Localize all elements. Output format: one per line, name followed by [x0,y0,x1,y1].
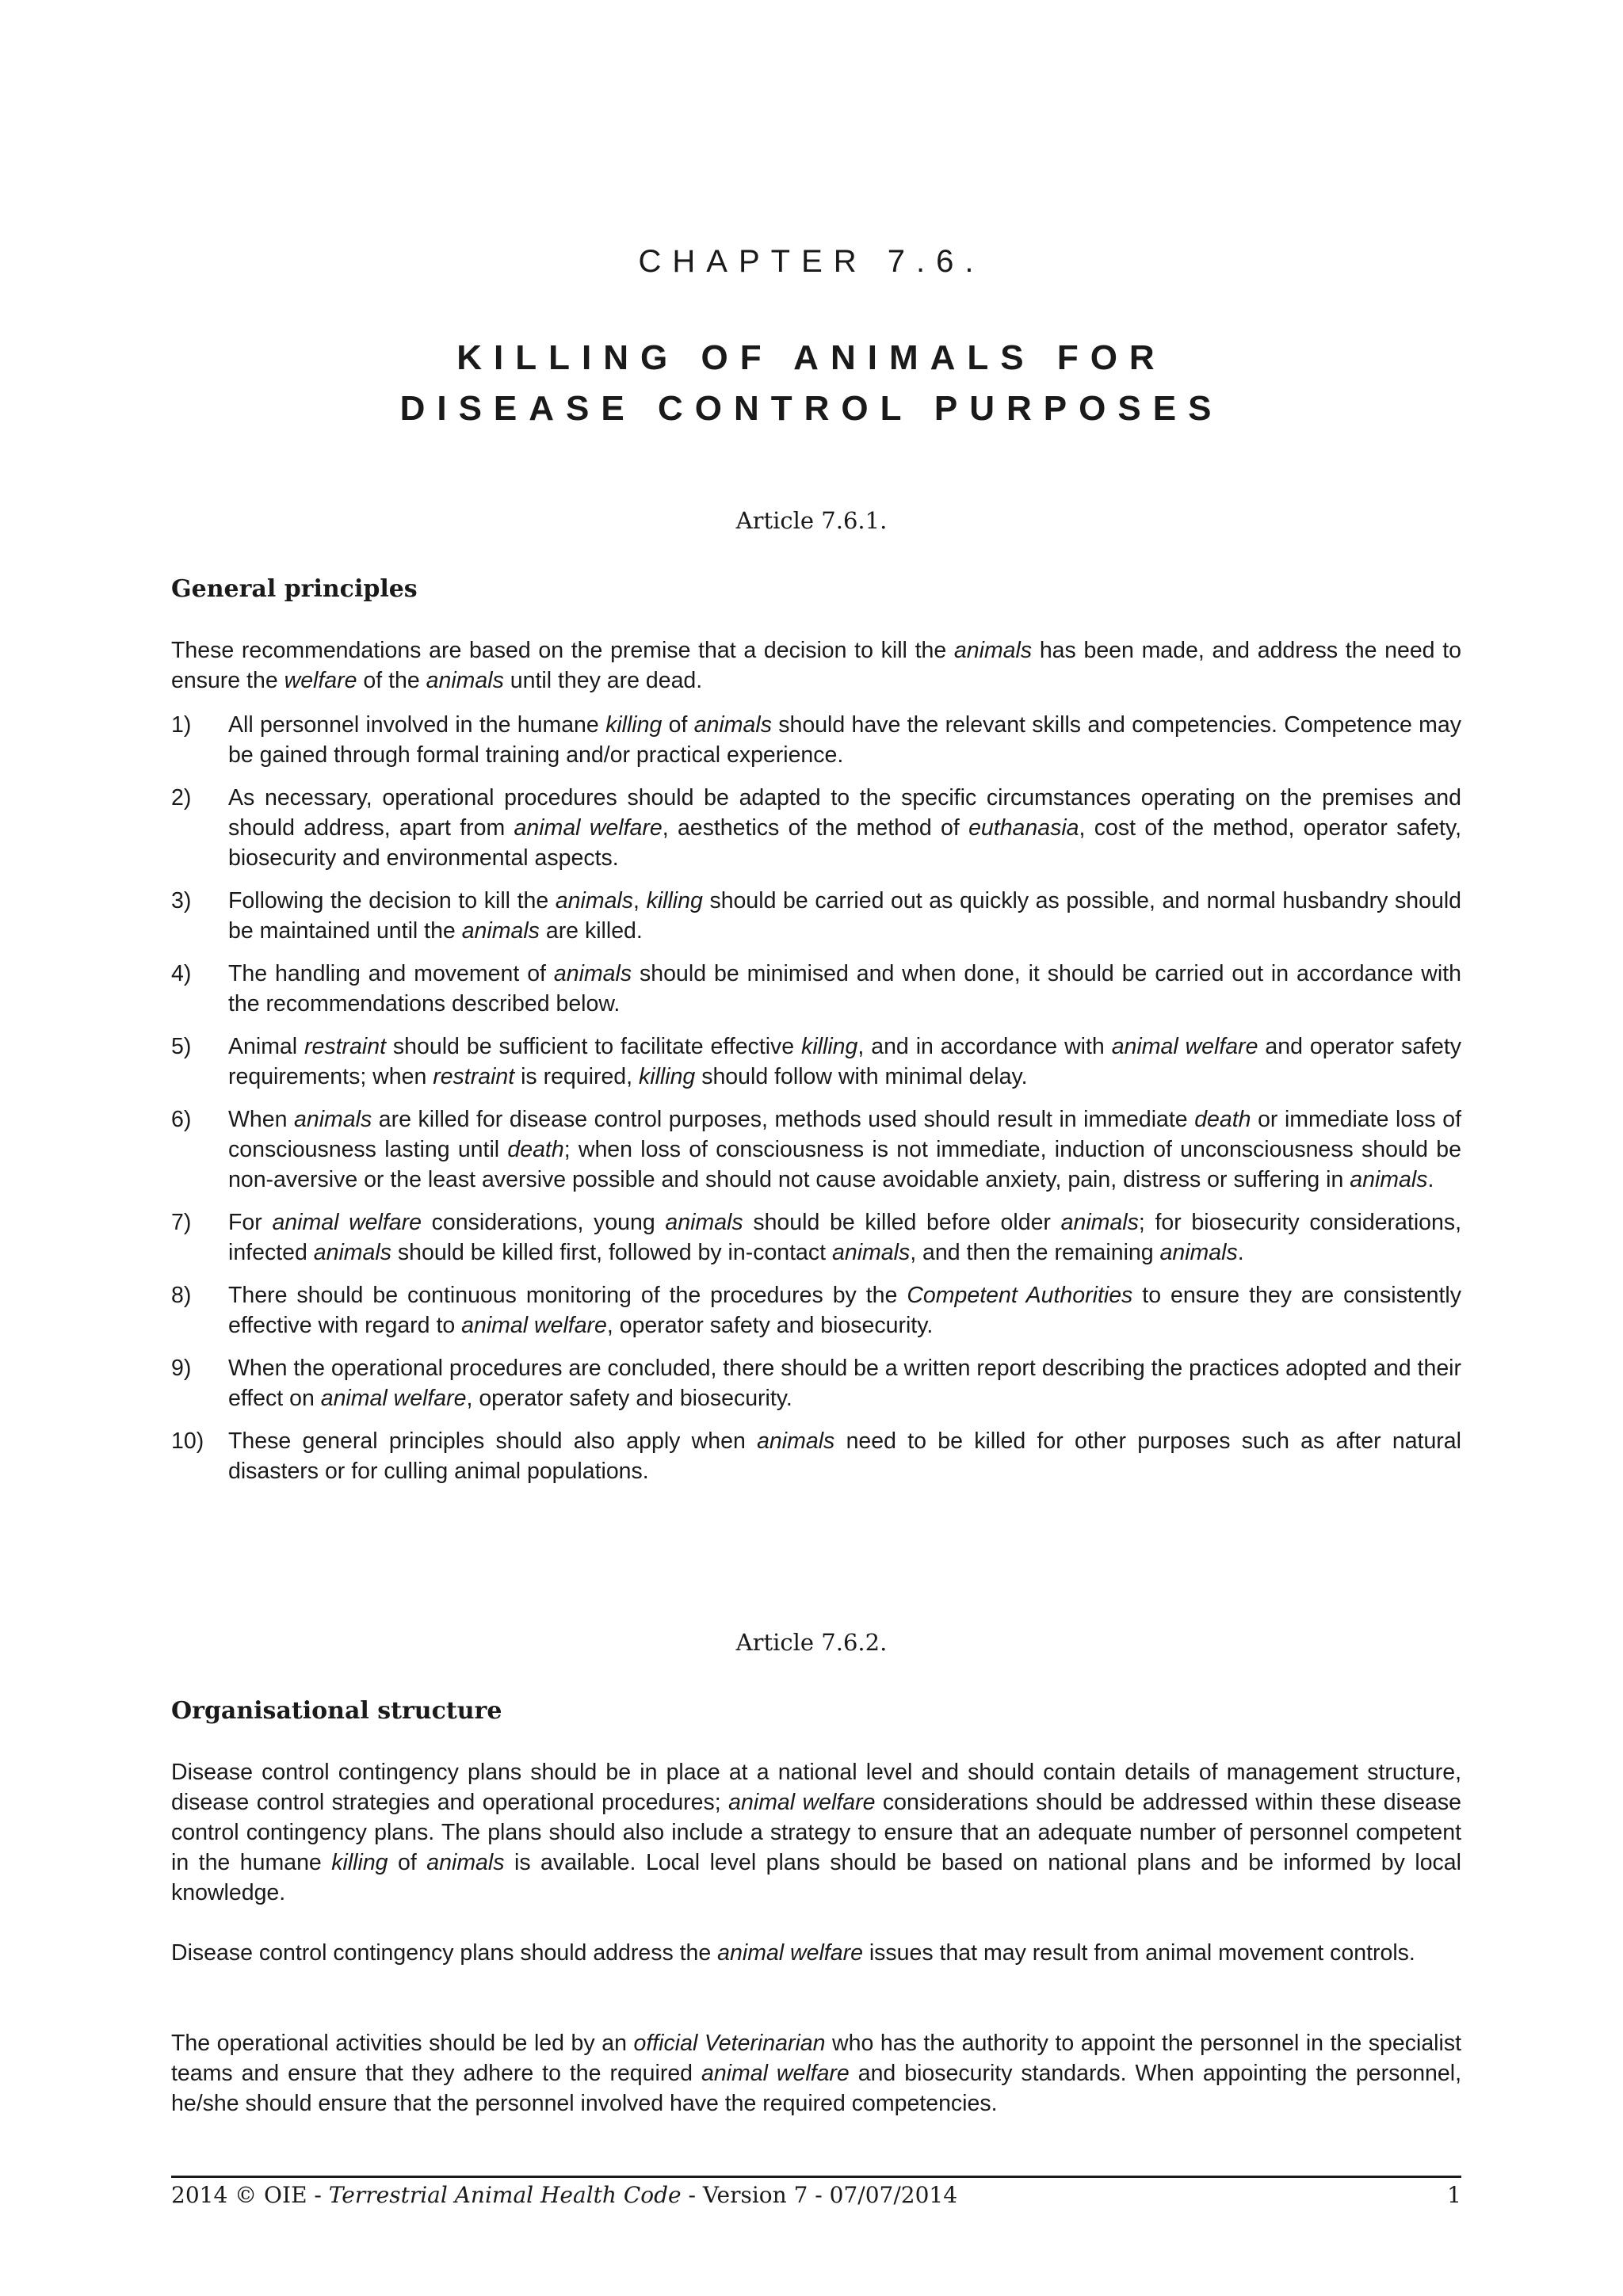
text-run: ; when loss of consciousness is not immediate, induction of unconsciousness should be non-aversive or the least aversive possible and should not cause avoidable anxiety, pain, distress or suffering in [228,1137,1461,1192]
italic-term: animals [953,638,1033,663]
list-item-number: 7) [171,1210,192,1235]
list-item-text [228,1207,1461,1268]
italic-term: animals [1350,1167,1428,1192]
text-run: Disease control contingency plans should address the [171,1940,718,1966]
text-run: For [228,1210,273,1235]
text-run: is available. Local level plans should be based on national plans and be informed by local knowledge. [171,1850,1461,1905]
chapter-title-line-2: DISEASE CONTROL PURPOSES [399,389,1224,428]
italic-term: animals [1060,1210,1139,1235]
text-run: Disease control contingency plans should be in place at a national level and should contain details of management structure, disease control strategies and operational procedures; [171,1760,1461,1815]
italic-term: killing [646,888,703,913]
list-item-text [228,783,1461,873]
list-item [171,783,1461,873]
italic-term: animals [1159,1240,1238,1265]
italic-term: animals [832,1240,911,1265]
org-paragraph-2 [171,1938,1461,1968]
text-run: of the [357,668,426,693]
italic-term: killing [331,1850,388,1875]
list-item-text [228,959,1461,1019]
italic-term: death [507,1137,564,1162]
text-run: . [1237,1240,1244,1265]
footer-version: - Version 7 - 07/07/2014 [681,2182,958,2208]
list-item [171,959,1461,1019]
footer-code-title: Terrestrial Animal Health Code [328,2182,682,2208]
list-item [171,1207,1461,1268]
list-item [171,1280,1461,1341]
list-item [171,710,1461,770]
list-item-number: 5) [171,1034,192,1059]
text-run: of [662,712,694,738]
text-run: , and in accordance with [857,1034,1112,1059]
text-run: Animal [228,1034,305,1059]
italic-term: animals [693,712,772,738]
text-run: , aesthetics of the method of [662,815,969,841]
list-item [171,1426,1461,1486]
text-run: The operational activities should be led by an [171,2031,634,2056]
text-run: . [1427,1167,1434,1192]
text-run: There should be continuous monitoring of the procedures by the [228,1283,907,1308]
list-item-number: 8) [171,1283,192,1308]
list-item-number: 6) [171,1107,192,1132]
text-run: until they are dead. [503,668,703,693]
list-item-number: 4) [171,961,192,986]
footer-prefix: 2014 © OIE - [171,2182,329,2208]
section-heading-general-principles: General principles [171,575,418,603]
intro-paragraph [171,635,1461,696]
text-run: As necessary, operational procedures should be adapted to the specific circumstances operating on the premises and should address, apart from [228,785,1461,841]
italic-term: Competent Authorities [907,1283,1133,1308]
list-item-text [228,1426,1461,1486]
text-run: to ensure they are consistently effective with regard to [228,1283,1461,1338]
text-run: and operator safety requirements; when [228,1034,1461,1089]
text-run: should follow with minimal delay. [695,1064,1028,1089]
chapter-title [0,333,1623,434]
italic-term: animals [665,1210,743,1235]
italic-term: official Veterinarian [633,2031,826,2056]
italic-term: animal welfare [717,1940,863,1966]
italic-term: animal welfare [701,2061,850,2086]
text-run: or immediate loss of consciousness lasting until [228,1107,1462,1162]
italic-term: killing [801,1034,858,1059]
italic-term: euthanasia [968,815,1079,841]
italic-term: restraint [304,1034,386,1059]
list-item-text [228,886,1461,946]
text-run: considerations should be addressed within these disease control contingency plans. The plans should also include a strategy to ensure that an adequate number of personnel competent in the humane [171,1790,1462,1875]
text-run: These recommendations are based on the premise that a decision to kill the [171,638,954,663]
page-number: 1 [1447,2182,1461,2208]
list-item [171,886,1461,946]
text-run: has been made, and address the need to ensure the [171,638,1461,693]
list-item-text [228,1032,1461,1092]
list-item-number: 10) [171,1428,204,1454]
text-run: should have the relevant skills and competencies. Competence may be gained through formal training and/or practical experience. [228,712,1462,768]
italic-term: animals [294,1107,372,1132]
list-item-text [228,1104,1461,1195]
text-run: should be sufficient to facilitate effective [386,1034,802,1059]
text-run: who has the authority to appoint the personnel in the specialist teams and ensure that they adhere to the required [171,2031,1462,2086]
list-item [171,1032,1461,1092]
section-heading-organisational-structure: Organisational structure [171,1697,502,1725]
text-run: , cost of the method, operator safety, biosecurity and environmental aspects. [228,815,1461,871]
italic-term: animals [553,961,632,986]
text-run: When the operational procedures are concluded, there should be a written report describing the practices adopted and their effect on [228,1356,1461,1411]
footer-divider [171,2176,1461,2178]
org-paragraph-1 [171,1757,1461,1908]
text-run: issues that may result from animal movement controls. [862,1940,1415,1966]
list-item-number: 1) [171,712,192,738]
italic-term: animal welfare [320,1386,467,1411]
text-run: Following the decision to kill the [228,888,556,913]
list-item-number: 3) [171,888,192,913]
text-run: , and then the remaining [910,1240,1160,1265]
text-run: are killed for disease control purposes, methods used should result in immediate [372,1107,1195,1132]
italic-term: animals [461,918,540,944]
text-run: considerations, young [421,1210,666,1235]
italic-term: animals [313,1240,391,1265]
italic-term: killing [639,1064,696,1089]
text-run: is required, [514,1064,639,1089]
text-run: and biosecurity standards. When appointing the personnel, he/she should ensure that the personnel involved have the required competencies. [171,2061,1462,2116]
text-run: should be killed first, followed by in-contact [391,1240,832,1265]
article-label-7-6-2: Article 7.6.2. [735,1629,888,1656]
text-run: of [388,1850,427,1875]
list-item-text [228,1353,1461,1413]
org-paragraph-3 [171,2028,1461,2119]
italic-term: animals [555,888,634,913]
text-run: , operator safety and biosecurity. [466,1386,792,1411]
list-item-text [228,710,1461,770]
article-label-7-6-1: Article 7.6.1. [735,507,888,534]
text-run: should be carried out as quickly as possible, and normal husbandry should be maintained until the [228,888,1461,944]
italic-term: animal welfare [514,815,663,841]
italic-term: animal welfare [1111,1034,1258,1059]
italic-term: death [1194,1107,1251,1132]
text-run: When [228,1107,295,1132]
text-run: , [633,888,647,913]
italic-term: welfare [284,668,357,693]
text-run: The handling and movement of [228,961,554,986]
italic-term: restraint [433,1064,515,1089]
list-item [171,1104,1461,1195]
italic-term: animals [426,668,504,693]
principles-list [171,710,1461,1499]
text-run: These general principles should also apply when [228,1428,758,1454]
list-item [171,1353,1461,1413]
chapter-number: CHAPTER 7.6. [638,244,985,279]
text-run: should be killed before older [743,1210,1061,1235]
text-run: need to be killed for other purposes such as after natural disasters or for culling animal populations. [228,1428,1461,1484]
italic-term: animals [757,1428,835,1454]
italic-term: killing [605,712,663,738]
italic-term: animals [426,1850,505,1875]
italic-term: animal welfare [728,1790,876,1815]
chapter-title-line-1: KILLING OF ANIMALS FOR [456,338,1167,377]
list-item-number: 2) [171,785,192,810]
text-run: are killed. [539,918,643,944]
text-run: , operator safety and biosecurity. [606,1313,934,1338]
list-item-number: 9) [171,1356,192,1381]
page-footer [171,2182,1461,2208]
list-item-text [228,1280,1461,1341]
text-run: All personnel involved in the humane [228,712,606,738]
text-run: should be minimised and when done, it should be carried out in accordance with the recommendations described below. [228,961,1461,1016]
italic-term: animal welfare [461,1313,607,1338]
italic-term: animal welfare [272,1210,422,1235]
text-run: ; for biosecurity considerations, infected [228,1210,1462,1265]
